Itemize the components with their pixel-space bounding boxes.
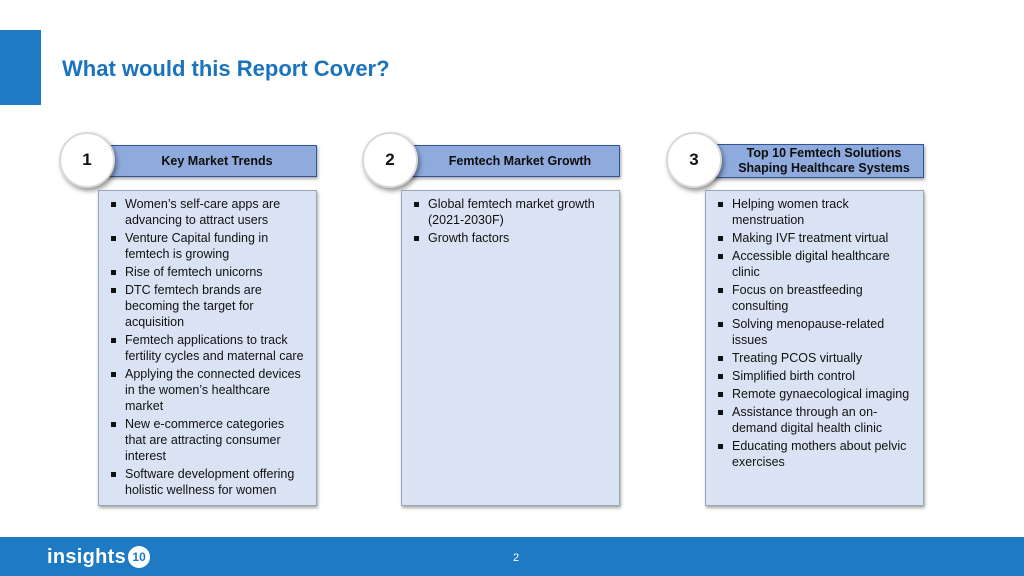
page-title: What would this Report Cover? — [62, 56, 390, 81]
number-badge: 1 — [59, 132, 115, 188]
list-item: DTC femtech brands are becoming the target for acquisition — [109, 282, 306, 330]
column-heading: Key Market Trends — [97, 145, 317, 177]
column-femtech-market-growth — [362, 132, 623, 508]
bullet-list — [716, 196, 913, 470]
column-key-market-trends — [59, 132, 320, 508]
list-item: Helping women track menstruation — [716, 196, 913, 228]
column-heading: Femtech Market Growth — [400, 145, 620, 177]
insights10-logo — [47, 544, 150, 570]
list-item: Venture Capital funding in femtech is growing — [109, 230, 306, 262]
number-badge: 3 — [666, 132, 722, 188]
list-item: Global femtech market growth (2021-2030F) — [412, 196, 609, 228]
logo-text: insights — [47, 545, 127, 568]
bullet-list — [412, 196, 609, 246]
list-item: Solving menopause-related issues — [716, 316, 913, 348]
list-item: Remote gynaecological imaging — [716, 386, 913, 402]
list-item: Focus on breastfeeding consulting — [716, 282, 913, 314]
list-item: Educating mothers about pelvic exercises — [716, 438, 913, 470]
number-badge: 2 — [362, 132, 418, 188]
column-body — [401, 190, 620, 506]
list-item: Accessible digital healthcare clinic — [716, 248, 913, 280]
list-item: Rise of femtech unicorns — [109, 264, 306, 280]
list-item: Women’s self-care apps are advancing to attract users — [109, 196, 306, 228]
list-item: New e-commerce categories that are attracting consumer interest — [109, 416, 306, 464]
list-item: Femtech applications to track fertility cycles and maternal care — [109, 332, 306, 364]
list-item: Assistance through an on-demand digital health clinic — [716, 404, 913, 436]
column-body — [98, 190, 317, 506]
list-item: Software development offering holistic wellness for women — [109, 466, 306, 498]
footer-bar — [0, 537, 1024, 576]
title-accent-bar — [0, 30, 41, 105]
bullet-list — [109, 196, 306, 498]
column-heading: Top 10 Femtech Solutions Shaping Healthcare Systems — [704, 144, 924, 178]
column-top-10-femtech-solutions — [666, 132, 927, 508]
column-body — [705, 190, 924, 506]
logo-number-badge: 10 — [128, 546, 150, 568]
page-number: 2 — [513, 552, 520, 564]
list-item: Treating PCOS virtually — [716, 350, 913, 366]
list-item: Growth factors — [412, 230, 609, 246]
list-item: Simplified birth control — [716, 368, 913, 384]
list-item: Making IVF treatment virtual — [716, 230, 913, 246]
list-item: Applying the connected devices in the women’s healthcare market — [109, 366, 306, 414]
